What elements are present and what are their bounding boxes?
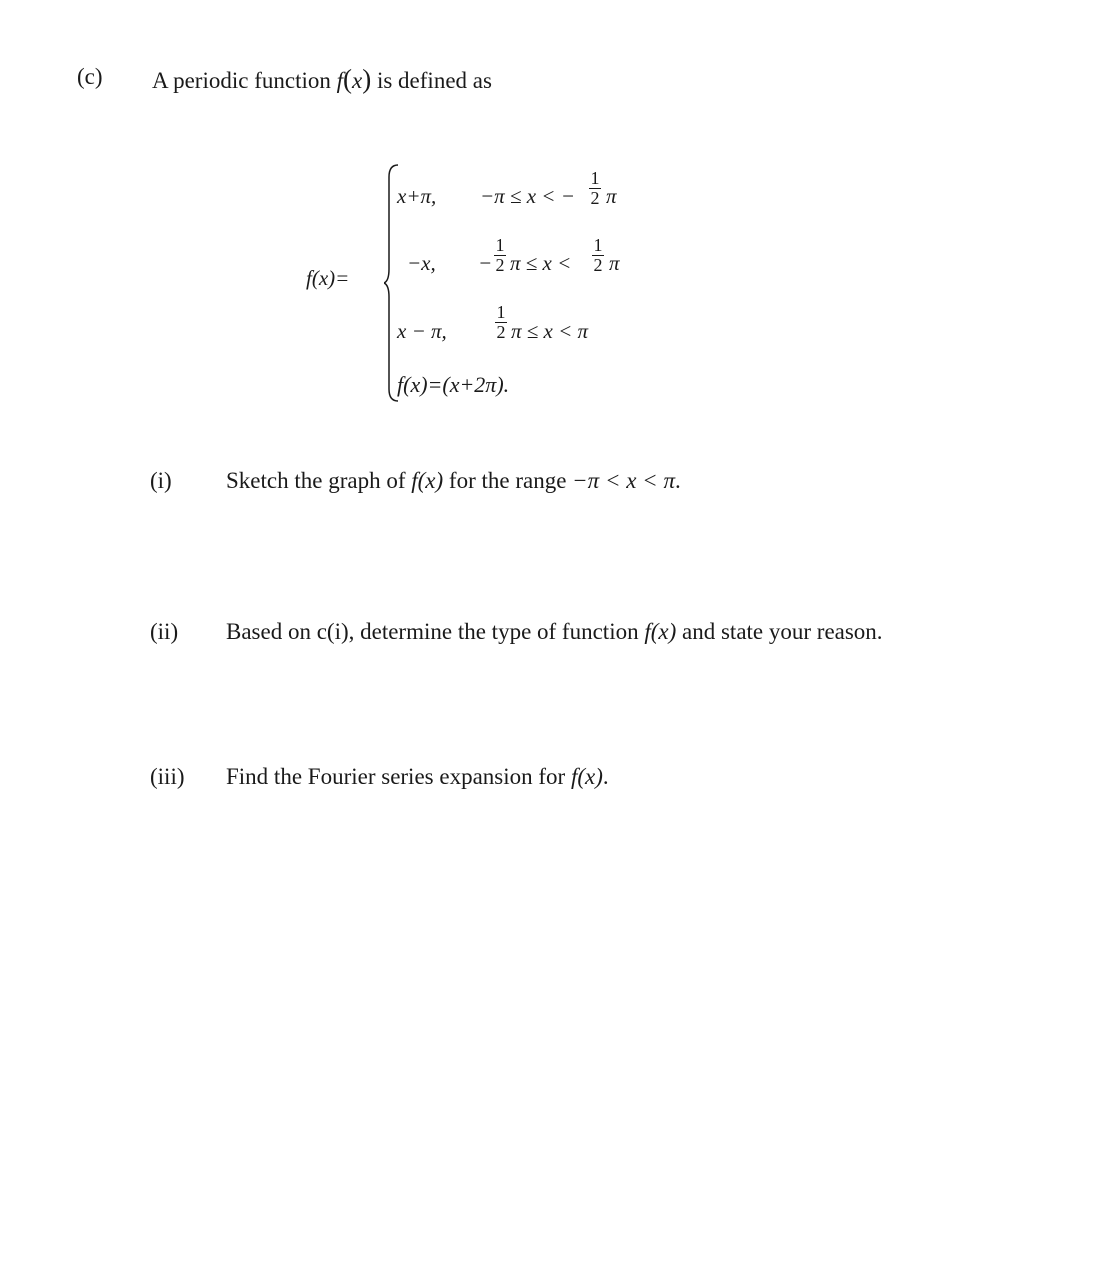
case1-cond-left: −π ≤ x < −: [480, 184, 575, 208]
question-ii-text: Based on c(i), determine the type of function f(x) and state your reason.: [226, 619, 883, 644]
periodicity-line: f(x)=(x+2π).: [397, 372, 510, 397]
intro-after: is defined as: [371, 68, 492, 93]
case3-fraction: 1 2: [496, 302, 506, 342]
case3-cond-right: π ≤ x < π: [511, 319, 589, 343]
question-i-label: (i): [150, 468, 172, 493]
case2-fraction-2: 1 2: [593, 235, 603, 275]
question-i-text: Sketch the graph of f(x) for the range −π < x < π.: [226, 468, 681, 493]
intro-before: A periodic function: [152, 68, 337, 93]
case1-expr: x+π,: [397, 184, 437, 208]
case2-cond-left: −: [478, 251, 493, 275]
case3-expr: x − π,: [397, 319, 447, 343]
case2-fraction-1: 1 2: [495, 235, 505, 275]
question-iii-text: Find the Fourier series expansion for f(x).: [226, 764, 609, 789]
definition-lhs: f(x)=: [306, 266, 350, 290]
case2-cond-right: π: [609, 251, 620, 275]
intro-arg: x: [352, 68, 363, 93]
case2-cond-mid: π ≤ x <: [510, 251, 572, 275]
case2-expr: −x,: [407, 251, 436, 275]
question-iii-label: (iii): [150, 764, 185, 789]
question-ii-label: (ii): [150, 619, 179, 644]
part-label: (c): [77, 64, 103, 89]
case1-cond-right: π: [606, 184, 617, 208]
case1-fraction: 1 2: [590, 168, 600, 208]
intro-sentence: A periodic function f(x) is defined as: [152, 64, 492, 94]
intro-func: f: [336, 68, 343, 93]
